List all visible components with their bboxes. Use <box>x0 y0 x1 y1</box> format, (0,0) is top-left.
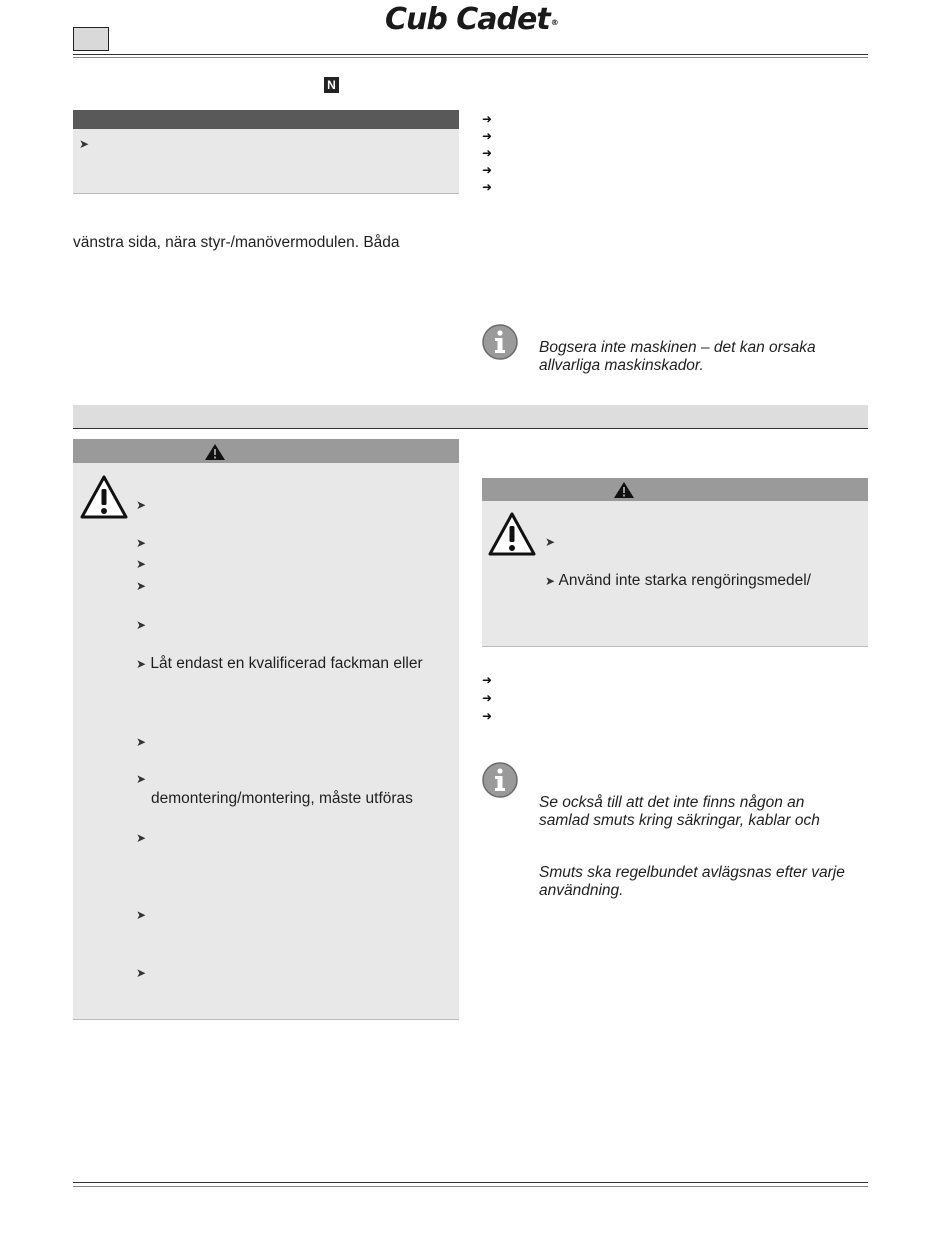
arrowhead-bullet-icon: ➤ <box>136 735 147 749</box>
warning-triangle-icon <box>487 511 537 557</box>
warning-item-continuation: demontering/montering, måste utföras <box>151 790 413 807</box>
towing-note-line: allvarliga maskinskador. <box>539 356 704 374</box>
towing-note-line: Bogsera inte maskinen – det kan orsaka <box>539 339 816 356</box>
info-circle-icon <box>481 323 519 361</box>
arrowhead-bullet-icon: ➤ <box>136 657 147 671</box>
arrowhead-bullet-icon: ➤ <box>136 557 147 571</box>
right-arrow-icon: ➜ <box>482 146 493 160</box>
right-arrow-icon: ➜ <box>482 180 493 194</box>
arrowhead-bullet-icon: ➤ <box>136 966 147 980</box>
cleaning-note-line: användning. <box>539 881 624 899</box>
warning-item-text: Använd inte starka rengöringsmedel/ <box>558 572 811 589</box>
brand-logo: Cub Cadet® <box>385 2 558 37</box>
cleaning-note-para2 <box>539 864 845 899</box>
right-arrow-icon: ➜ <box>482 709 493 723</box>
header-rule-thin <box>73 57 868 58</box>
language-badge: N <box>324 77 339 93</box>
cleaning-note-line: Smuts ska regelbundet avlägsnas efter varje <box>539 864 845 881</box>
right-arrow-icon: ➜ <box>482 112 493 126</box>
warning-triangle-icon <box>613 481 635 499</box>
warning-triangle-icon <box>79 474 129 520</box>
cleaning-warning-panel <box>482 501 868 647</box>
warning-item <box>136 655 423 673</box>
arrowhead-bullet-icon: ➤ <box>136 908 147 922</box>
right-arrow-icon: ➜ <box>482 691 493 705</box>
arrowhead-bullet-icon: ➤ <box>136 618 147 632</box>
warning-panel-header <box>73 439 459 463</box>
arrowhead-bullet-icon: ➤ <box>136 772 147 786</box>
warning-triangle-icon <box>204 443 226 461</box>
maintenance-warning-panel <box>73 463 459 1020</box>
footer-rule-thin <box>73 1186 868 1187</box>
right-arrow-icon: ➜ <box>482 163 493 177</box>
right-arrow-icon: ➜ <box>482 129 493 143</box>
arrowhead-bullet-icon: ➤ <box>545 574 556 588</box>
step-list <box>482 112 492 197</box>
arrowhead-bullet-icon: ➤ <box>79 137 90 151</box>
info-panel <box>73 129 459 194</box>
footer-rule <box>73 1182 868 1183</box>
cleaning-note-para1 <box>539 794 820 829</box>
info-circle-icon <box>481 761 519 799</box>
page-number-box <box>73 27 109 51</box>
warning-item-text: Låt endast en kvalificerad fackman eller <box>150 655 423 672</box>
arrowhead-bullet-icon: ➤ <box>136 498 147 512</box>
cleaning-note-line: Se också till att det inte finns någon an <box>539 794 805 811</box>
info-panel-header <box>73 110 459 129</box>
towing-note <box>539 339 816 374</box>
body-paragraph-line: vänstra sida, nära styr-/manövermodulen. Båda <box>73 234 400 251</box>
right-arrow-icon: ➜ <box>482 673 493 687</box>
header-rule <box>73 54 868 55</box>
section-heading-bar <box>73 405 868 429</box>
warning-item <box>545 572 811 590</box>
arrowhead-bullet-icon: ➤ <box>136 579 147 593</box>
arrowhead-bullet-icon: ➤ <box>136 536 147 550</box>
arrowhead-bullet-icon: ➤ <box>136 831 147 845</box>
cleaning-note-line: samlad smuts kring säkringar, kablar och <box>539 811 820 829</box>
warning-panel-header <box>482 478 868 501</box>
step-list <box>482 673 492 727</box>
arrowhead-bullet-icon: ➤ <box>545 535 556 549</box>
